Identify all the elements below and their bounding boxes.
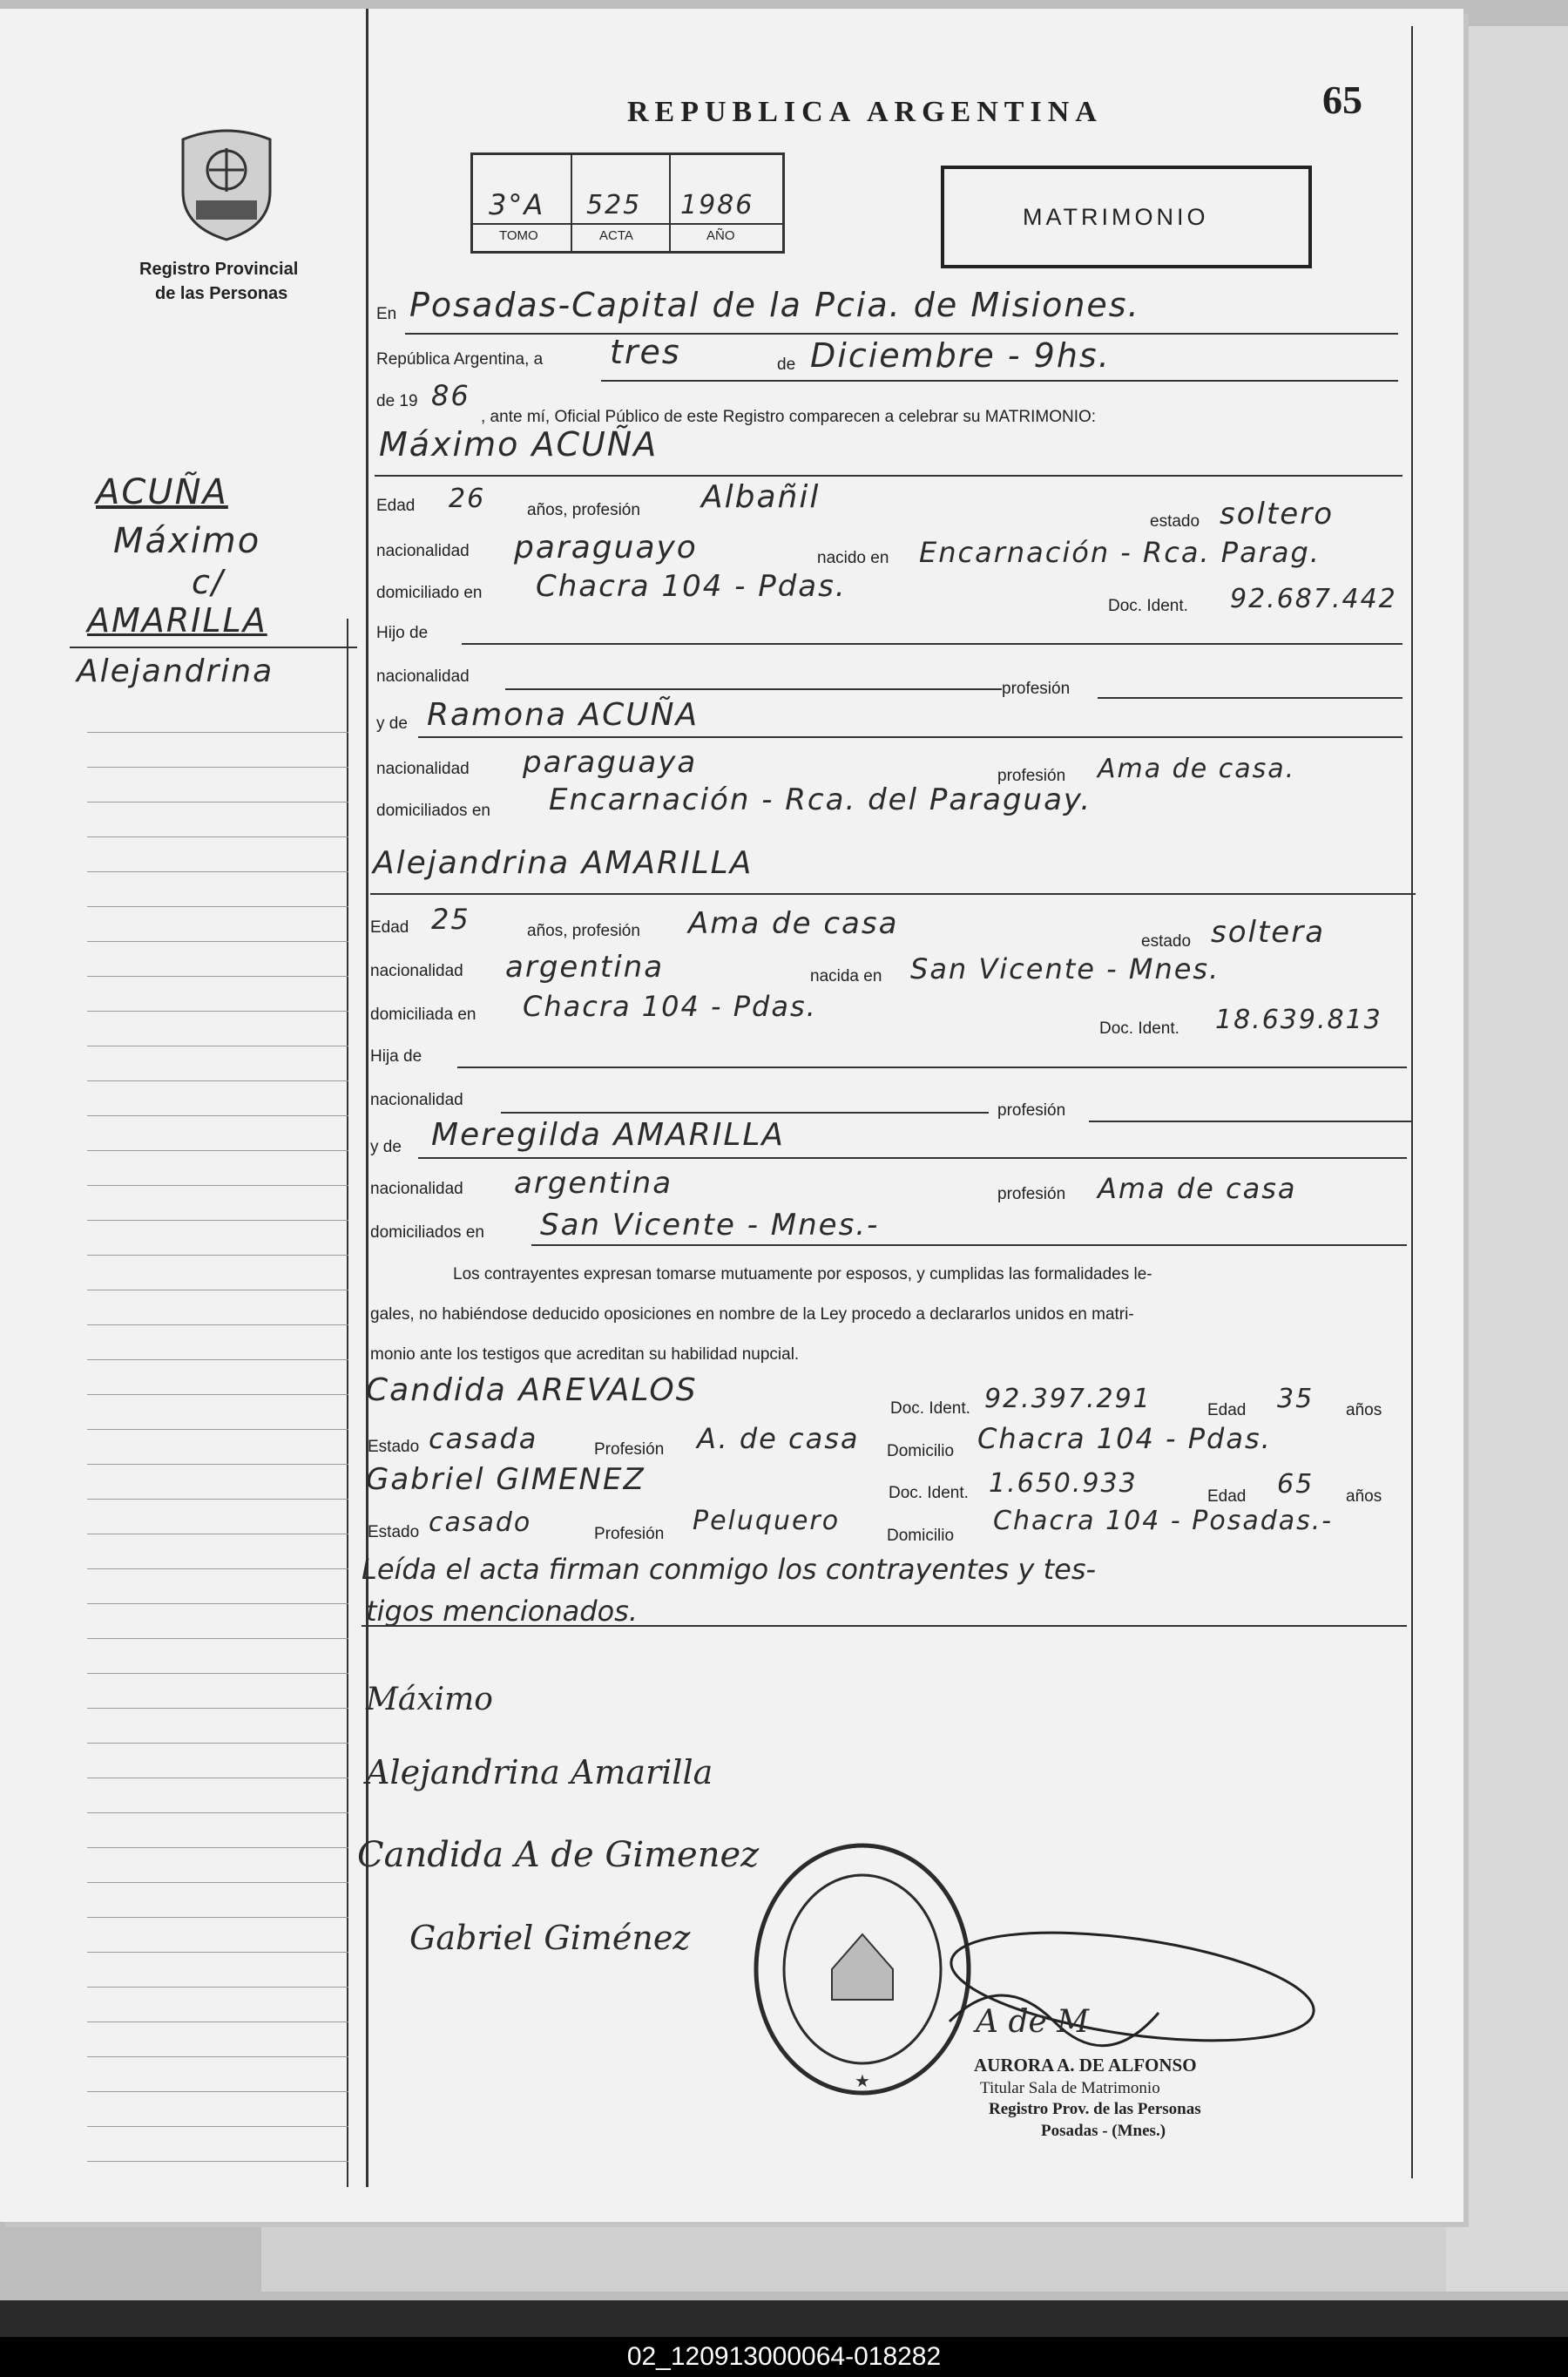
witness1-prof-label: Profesión bbox=[594, 1440, 665, 1459]
record-type-box bbox=[941, 166, 1312, 268]
bride-birthplace: San Vicente - Mnes. bbox=[910, 952, 1220, 985]
margin-name2: Alejandrina bbox=[77, 654, 274, 689]
witness1-signature: Candida A de Gimenez bbox=[357, 1835, 760, 1875]
witness2-profession: Peluquero bbox=[693, 1506, 841, 1536]
bride-nacida-label: nacida en bbox=[810, 967, 882, 985]
groom-mother-nat-label: nacionalidad bbox=[376, 760, 470, 778]
record-reference-box bbox=[470, 152, 785, 254]
groom-domicilio-label: domiciliado en bbox=[376, 584, 483, 602]
bride-mother: Meregilda AMARILLA bbox=[431, 1117, 786, 1153]
bride-nationality: argentina bbox=[505, 950, 665, 985]
margin-name1: Máximo bbox=[113, 521, 261, 561]
officer-signature-flourish bbox=[915, 1917, 1333, 2074]
margin-connector: c/ bbox=[192, 563, 225, 601]
groom-y-de-label: y de bbox=[376, 714, 408, 733]
witness1-name: Candida AREVALOS bbox=[366, 1372, 698, 1408]
official-title: Titular Sala de Matrimonio bbox=[980, 2079, 1160, 2097]
witness2-anos-label: años bbox=[1346, 1487, 1382, 1506]
closing-line-rule bbox=[362, 1625, 1407, 1627]
bride-father-prof-label: profesión bbox=[997, 1101, 1066, 1120]
bride-parents-line bbox=[531, 1244, 1407, 1246]
marriage-certificate-page bbox=[0, 9, 1463, 2222]
witness2-estado-label: Estado bbox=[368, 1523, 420, 1541]
bride-doc: 18.639.813 bbox=[1215, 1005, 1382, 1035]
place-line bbox=[405, 333, 1398, 335]
bride-y-de-label: y de bbox=[370, 1138, 402, 1156]
margin-separator bbox=[70, 647, 357, 648]
groom-mother-line bbox=[418, 736, 1402, 738]
witness1-edad-label: Edad bbox=[1207, 1401, 1247, 1419]
intro-text: , ante mí, Oficial Público de este Registro comparecen a celebrar su MATRIMONIO: bbox=[481, 408, 1097, 426]
ano-value: 1986 bbox=[680, 190, 754, 220]
bride-parents-dom-label: domiciliados en bbox=[370, 1223, 484, 1242]
bride-domicilio-label: domiciliada en bbox=[370, 1006, 476, 1024]
witness2-name: Gabriel GIMENEZ bbox=[366, 1462, 645, 1497]
groom-nacionalidad-label: nacionalidad bbox=[376, 542, 470, 560]
year-suffix: 86 bbox=[431, 379, 470, 412]
day-value: tres bbox=[610, 333, 681, 371]
groom-name: Máximo ACUÑA bbox=[379, 425, 659, 464]
date-line bbox=[601, 380, 1398, 382]
scan-id-caption: 02_120913000064-018282 bbox=[0, 2337, 1568, 2377]
bride-parents-address: San Vicente - Mnes.- bbox=[540, 1208, 880, 1243]
page-number: 65 bbox=[1322, 78, 1362, 122]
groom-signature: Máximo bbox=[366, 1682, 493, 1717]
bride-name: Alejandrina AMARILLA bbox=[373, 845, 754, 881]
groom-nacido-label: nacido en bbox=[817, 549, 889, 567]
bride-civil-status: soltera bbox=[1211, 915, 1326, 950]
margin-surname2: AMARILLA bbox=[87, 601, 267, 640]
groom-hijo-label: Hijo de bbox=[376, 624, 429, 642]
en-label: En bbox=[376, 305, 397, 323]
witness1-dom-label: Domicilio bbox=[887, 1442, 955, 1460]
groom-civil-status: soltero bbox=[1220, 497, 1334, 532]
bride-mother-profession: Ama de casa bbox=[1098, 1172, 1297, 1205]
groom-age: 26 bbox=[449, 484, 486, 514]
witness1-status: casada bbox=[429, 1422, 538, 1455]
groom-parents-address: Encarnación - Rca. del Paraguay. bbox=[549, 782, 1092, 817]
bride-signature: Alejandrina Amarilla bbox=[366, 1753, 713, 1791]
groom-anos-prof-label: años, profesión bbox=[527, 501, 640, 519]
witness2-edad-label: Edad bbox=[1207, 1487, 1247, 1506]
de-label: de bbox=[777, 356, 796, 374]
groom-birthplace: Encarnación - Rca. Parag. bbox=[919, 536, 1321, 569]
groom-father-line bbox=[462, 643, 1402, 645]
closing-line2: tigos mencionados. bbox=[366, 1595, 638, 1628]
acta-label: ACTA bbox=[599, 228, 633, 243]
groom-father-prof-label: profesión bbox=[1002, 680, 1071, 698]
witness2-age: 65 bbox=[1277, 1469, 1315, 1500]
right-rule bbox=[1411, 26, 1413, 2178]
bride-mother-nat-label: nacionalidad bbox=[370, 1180, 463, 1198]
bride-anos-prof-label: años, profesión bbox=[527, 922, 640, 940]
bride-mother-nationality: argentina bbox=[514, 1166, 673, 1201]
official-name: AURORA A. DE ALFONSO bbox=[974, 2055, 1197, 2076]
official-city: Posadas - (Mnes.) bbox=[1041, 2122, 1166, 2140]
record-type-label: MATRIMONIO bbox=[1023, 204, 1209, 230]
bride-address: Chacra 104 - Pdas. bbox=[523, 990, 817, 1023]
tomo-label: TOMO bbox=[499, 228, 538, 243]
groom-edad-label: Edad bbox=[376, 497, 416, 515]
witness2-address: Chacra 104 - Posadas.- bbox=[993, 1506, 1334, 1536]
bride-profession: Ama de casa bbox=[688, 906, 899, 941]
witness1-estado-label: Estado bbox=[368, 1438, 420, 1456]
witness1-doc-label: Doc. Ident. bbox=[890, 1399, 970, 1418]
bride-father-nat-label: nacionalidad bbox=[370, 1091, 463, 1109]
svg-text:★: ★ bbox=[855, 2072, 870, 2091]
groom-doc-label: Doc. Ident. bbox=[1108, 597, 1188, 615]
place-value: Posadas-Capital de la Pcia. de Misiones. bbox=[409, 286, 1140, 324]
acta-value: 525 bbox=[586, 190, 642, 220]
bride-hija-label: Hija de bbox=[370, 1047, 422, 1066]
witness2-prof-label: Profesión bbox=[594, 1525, 665, 1543]
closing-line1: Leída el acta firman conmigo los contrayentes y tes- bbox=[362, 1553, 1097, 1586]
groom-mother: Ramona ACUÑA bbox=[427, 697, 700, 733]
groom-father-prof-line bbox=[1098, 697, 1402, 699]
witness1-anos-label: años bbox=[1346, 1401, 1382, 1419]
bride-nacionalidad-label: nacionalidad bbox=[370, 962, 463, 980]
bride-father-line bbox=[457, 1067, 1407, 1068]
declaration-line1: Los contrayentes expresan tomarse mutuamente por esposos, y cumplidas las formalidades le- bbox=[453, 1265, 1152, 1283]
ano-label: AÑO bbox=[706, 228, 735, 243]
witness2-status: casado bbox=[429, 1507, 532, 1538]
country-title: REPUBLICA ARGENTINA bbox=[627, 96, 1103, 128]
official-registry: Registro Prov. de las Personas bbox=[989, 2100, 1201, 2118]
groom-address: Chacra 104 - Pdas. bbox=[536, 569, 847, 604]
groom-doc: 92.687.442 bbox=[1230, 584, 1397, 614]
bride-father-nat-line bbox=[501, 1112, 989, 1114]
bride-mother-line bbox=[418, 1157, 1407, 1159]
groom-mother-nationality: paraguaya bbox=[523, 745, 698, 780]
witness2-signature: Gabriel Giménez bbox=[409, 1919, 691, 1957]
registry-name-line2: de las Personas bbox=[155, 284, 288, 303]
declaration-line3: monio ante los testigos que acreditan su habilidad nupcial. bbox=[370, 1345, 800, 1364]
witness2-doc-label: Doc. Ident. bbox=[889, 1484, 969, 1502]
groom-mother-profession: Ama de casa. bbox=[1098, 754, 1296, 784]
witness2-doc: 1.650.933 bbox=[989, 1468, 1138, 1499]
witness2-dom-label: Domicilio bbox=[887, 1527, 955, 1545]
bride-mother-prof-label: profesión bbox=[997, 1185, 1066, 1203]
groom-parents-dom-label: domiciliados en bbox=[376, 802, 490, 820]
groom-mother-prof-label: profesión bbox=[997, 767, 1066, 785]
bride-edad-label: Edad bbox=[370, 918, 409, 937]
groom-estado-label: estado bbox=[1150, 512, 1200, 531]
bride-name-line bbox=[370, 893, 1416, 895]
groom-father-nat-label: nacionalidad bbox=[376, 667, 470, 686]
bride-age: 25 bbox=[431, 903, 470, 936]
groom-father-nat-line bbox=[505, 688, 1002, 690]
margin-surname1: ACUÑA bbox=[96, 472, 228, 512]
bride-doc-label: Doc. Ident. bbox=[1099, 1019, 1179, 1038]
year-prefix: de 19 bbox=[376, 392, 418, 410]
coat-of-arms-emblem bbox=[174, 122, 279, 244]
witness1-profession: A. de casa bbox=[697, 1422, 860, 1455]
groom-name-line bbox=[375, 475, 1402, 477]
groom-profession: Albañil bbox=[701, 479, 821, 515]
witness1-doc: 92.397.291 bbox=[984, 1384, 1152, 1414]
republica-label: República Argentina, a bbox=[376, 350, 544, 369]
declaration-line2: gales, no habiéndose deducido oposiciones en nombre de la Ley procedo a declararlos unidos en matri- bbox=[370, 1305, 1134, 1324]
tomo-value: 3°A bbox=[489, 188, 545, 221]
witness1-age: 35 bbox=[1277, 1384, 1315, 1414]
officer-signature: A de M bbox=[976, 2004, 1090, 2040]
month-time-value: Diciembre - 9hs. bbox=[810, 336, 1111, 375]
bride-father-prof-line bbox=[1089, 1121, 1411, 1122]
witness1-address: Chacra 104 - Pdas. bbox=[977, 1422, 1272, 1455]
registry-name-line1: Registro Provincial bbox=[139, 260, 299, 279]
groom-nationality: paraguayo bbox=[514, 530, 698, 565]
bride-estado-label: estado bbox=[1141, 932, 1192, 951]
